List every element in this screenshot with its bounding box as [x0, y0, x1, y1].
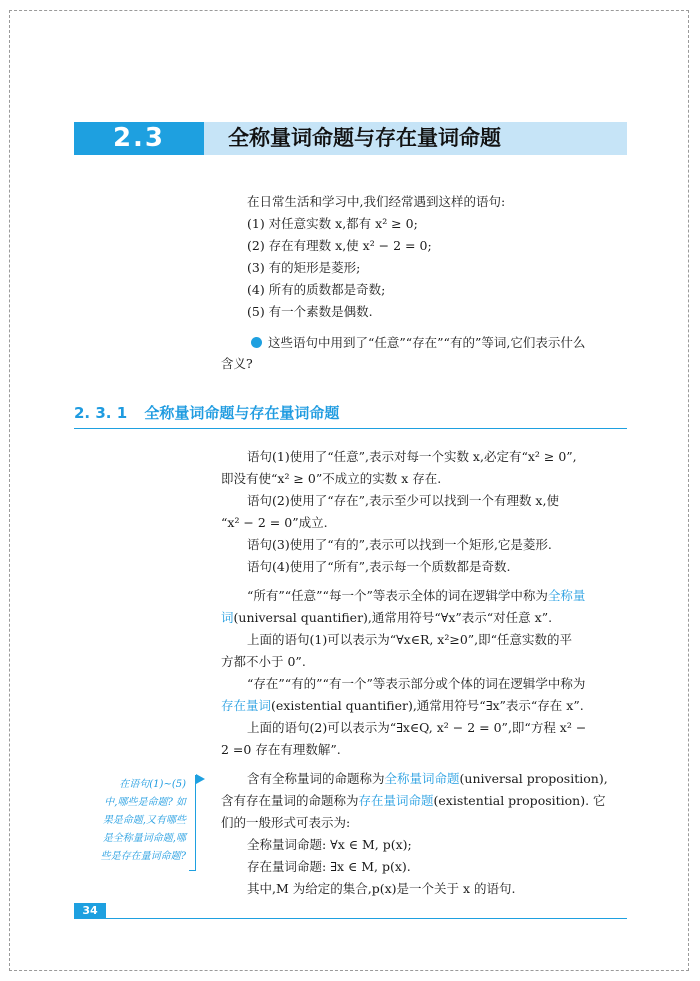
term-existential-quantifier: 存在量词: [221, 698, 272, 713]
body-text: (universal quantifier),通常用符号“∀x”表示“对任意 x”.: [233, 610, 553, 625]
body-line: 语句(4)使用了“所有”,表示每一个质数都是奇数.: [247, 559, 511, 574]
body-text: 含有存在量词的命题称为: [221, 793, 359, 808]
body-line: 方都不小于 0”.: [221, 654, 306, 669]
body-line: “存在”“有的”“有一个”等表示部分或个体的词在逻辑学中称为: [247, 676, 586, 691]
body-text: (existential proposition). 它: [433, 793, 606, 808]
subsection-number: 2. 3. 1: [74, 404, 128, 422]
intro-item: (4) 所有的质数都是奇数;: [247, 282, 386, 297]
intro-item: (3) 有的矩形是菱形;: [247, 260, 361, 275]
formula-universal: 全称量词命题: ∀x ∈ M, p(x);: [247, 837, 412, 852]
body-line: 语句(3)使用了“有的”,表示可以找到一个矩形,它是菱形.: [247, 537, 552, 552]
subsection-title: [74, 402, 339, 423]
body-line: 上面的语句(2)可以表示为“∃x∈Q, x² − 2 = 0”,即“方程 x² −: [247, 720, 587, 735]
body-text: (existential quantifier),通常用符号“∃x”表示“存在 x”.: [271, 698, 584, 713]
universal-def-line: [221, 608, 552, 628]
side-note-bracket-foot: [189, 870, 196, 871]
side-note-line: 些是存在量词命题?: [100, 851, 186, 862]
page-number: 34: [74, 903, 106, 919]
section-title: 全称量词命题与存在量词命题: [228, 126, 501, 150]
intro-question-line1: 这些语句中用到了“任意”“存在”“有的”等词,它们表示什么: [268, 335, 586, 350]
intro-question: [251, 333, 585, 353]
subsection-title-text: 全称量词命题与存在量词命题: [144, 404, 340, 422]
term-universal-proposition: 全称量词命题: [384, 771, 460, 786]
body-line: 语句(2)使用了“存在”,表示至少可以找到一个有理数 x,使: [247, 493, 559, 508]
side-note-pointer-icon: [196, 774, 205, 784]
body-line: 其中,M 为给定的集合,p(x)是一个关于 x 的语句.: [247, 881, 516, 896]
formula-existential: 存在量词命题: ∃x ∈ M, p(x).: [247, 859, 411, 874]
side-note-line: 果是命题,又有哪些: [102, 815, 186, 826]
proposition-def-line: [247, 769, 608, 789]
side-note-line: 在语句(1)~(5): [119, 779, 186, 790]
footer-rule: [74, 918, 627, 919]
side-note-line: 中,哪些是命题? 如: [104, 797, 186, 808]
section-number: 2.3: [74, 122, 204, 155]
body-text: (universal proposition),: [459, 771, 608, 786]
intro-question-line2: 含义?: [221, 356, 253, 371]
side-note: [66, 776, 186, 866]
existential-def-line: [221, 696, 584, 716]
proposition-def-line: [221, 791, 606, 811]
body-line: 们的一般形式可表示为:: [221, 815, 351, 830]
body-text: 含有全称量词的命题称为: [247, 771, 385, 786]
body-text: “所有”“任意”“每一个”等表示全体的词在逻辑学中称为: [247, 588, 548, 603]
intro-item: (1) 对任意实数 x,都有 x² ≥ 0;: [247, 216, 418, 231]
term-universal-quantifier: 全称量: [547, 588, 586, 603]
intro-item: (2) 存在有理数 x,使 x² − 2 = 0;: [247, 238, 432, 253]
side-note-bracket: [195, 775, 196, 871]
intro-lead: 在日常生活和学习中,我们经常遇到这样的语句:: [247, 194, 506, 209]
universal-def-line: [247, 586, 585, 606]
intro-item: (5) 有一个素数是偶数.: [247, 304, 373, 319]
bullet-dot-icon: [251, 337, 262, 348]
body-line: 即没有使“x² ≥ 0”不成立的实数 x 存在.: [221, 471, 442, 486]
body-line: “x² − 2 = 0”成立.: [221, 515, 328, 530]
body-line: 语句(1)使用了“任意”,表示对每一个实数 x,必定有“x² ≥ 0”,: [247, 449, 577, 464]
term-existential-proposition: 存在量词命题: [358, 793, 434, 808]
subsection-rule: [74, 428, 627, 429]
body-line: 2 =0 存在有理数解”.: [221, 742, 341, 757]
body-line: 上面的语句(1)可以表示为“∀x∈R, x²≥0”,即“任意实数的平: [247, 632, 573, 647]
term-universal-quantifier-end: 词: [221, 610, 234, 625]
side-note-line: 是全称量词命题,哪: [102, 833, 186, 844]
